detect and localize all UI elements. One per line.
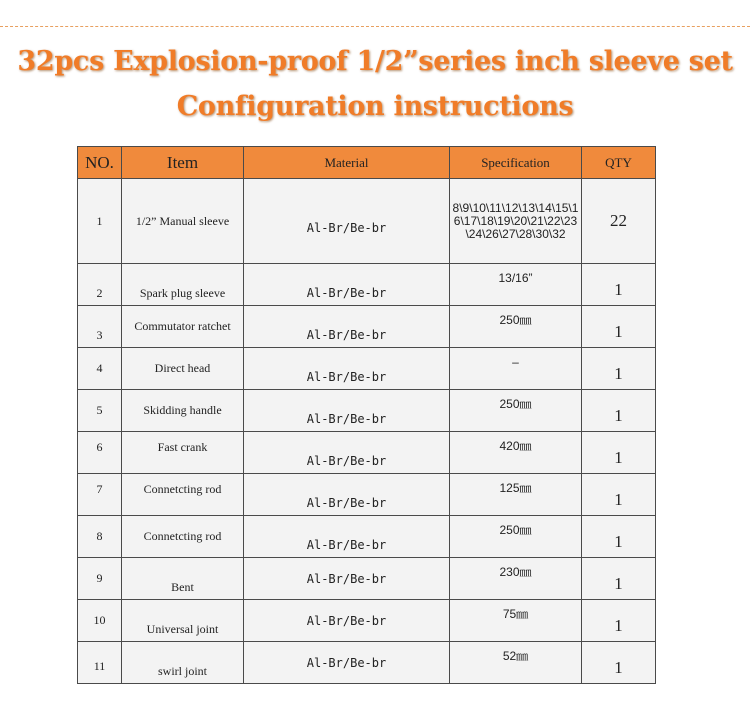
cell-no: 4	[78, 348, 122, 390]
table-row	[78, 600, 656, 642]
cell-no: 3	[78, 306, 122, 348]
cell-no: 9	[78, 558, 122, 600]
cell-specification: 125㎜	[450, 474, 582, 516]
cell-qty: 1	[582, 264, 656, 306]
cell-item: 1/2” Manual sleeve	[122, 179, 244, 264]
cell-qty: 1	[582, 390, 656, 432]
cell-item: Fast crank	[122, 432, 244, 474]
cell-specification: 250㎜	[450, 306, 582, 348]
cell-qty: 1	[582, 516, 656, 558]
cell-material: Al-Br/Be-br	[244, 348, 450, 390]
cell-qty: 1	[582, 642, 656, 684]
cell-specification	[450, 179, 582, 264]
table-row	[78, 516, 656, 558]
cell-no: 1	[78, 179, 122, 264]
cell-specification: 52㎜	[450, 642, 582, 684]
cell-item: Universal joint	[122, 600, 244, 642]
cell-no: 2	[78, 264, 122, 306]
cell-no: 7	[78, 474, 122, 516]
table-row	[78, 432, 656, 474]
header-item: Item	[122, 147, 244, 179]
page-title-line2: Configuration instructions	[176, 91, 574, 122]
table-row	[78, 642, 656, 684]
cell-material: Al-Br/Be-br	[244, 179, 450, 264]
spec-text: 8\9\10\11\12\13\14\15\16\17\18\19\20\21\22\23\24\26\27\28\30\32	[452, 200, 579, 241]
cell-no: 11	[78, 642, 122, 684]
cell-specification: 250㎜	[450, 516, 582, 558]
cell-qty: 1	[582, 474, 656, 516]
table-header-row	[78, 147, 656, 179]
cell-material: Al-Br/Be-br	[244, 390, 450, 432]
cell-material: Al-Br/Be-br	[244, 432, 450, 474]
cell-qty: 1	[582, 558, 656, 600]
cell-item: Commutator ratchet	[122, 306, 244, 348]
cell-specification: 230㎜	[450, 558, 582, 600]
table-row	[78, 474, 656, 516]
cell-material: Al-Br/Be-br	[244, 642, 450, 684]
header-specification: Specification	[450, 147, 582, 179]
cell-specification: 13/16”	[450, 264, 582, 306]
cell-material: Al-Br/Be-br	[244, 558, 450, 600]
cell-item: Direct head	[122, 348, 244, 390]
dashed-separator	[0, 26, 750, 27]
cell-qty: 1	[582, 600, 656, 642]
cell-item: Connetcting rod	[122, 516, 244, 558]
cell-qty: 1	[582, 348, 656, 390]
cell-specification: 420㎜	[450, 432, 582, 474]
page-title-line1: 32pcs Explosion-proof 1/2”series inch sleeve set	[17, 46, 733, 77]
table-row	[78, 264, 656, 306]
cell-material: Al-Br/Be-br	[244, 264, 450, 306]
cell-qty: 1	[582, 432, 656, 474]
header-material: Material	[244, 147, 450, 179]
configuration-table	[77, 146, 656, 684]
cell-specification: 250㎜	[450, 390, 582, 432]
header-no: NO.	[78, 147, 122, 179]
header-qty: QTY	[582, 147, 656, 179]
cell-item: Bent	[122, 558, 244, 600]
table-row	[78, 348, 656, 390]
table-row	[78, 306, 656, 348]
cell-material: Al-Br/Be-br	[244, 600, 450, 642]
cell-item: Connetcting rod	[122, 474, 244, 516]
cell-specification: 75㎜	[450, 600, 582, 642]
cell-no: 8	[78, 516, 122, 558]
table-row	[78, 179, 656, 264]
cell-qty: 22	[582, 179, 656, 264]
cell-no: 5	[78, 390, 122, 432]
cell-material: Al-Br/Be-br	[244, 306, 450, 348]
cell-specification: –	[450, 348, 582, 390]
cell-item: Spark plug sleeve	[122, 264, 244, 306]
cell-material: Al-Br/Be-br	[244, 474, 450, 516]
cell-no: 6	[78, 432, 122, 474]
cell-no: 10	[78, 600, 122, 642]
cell-material: Al-Br/Be-br	[244, 516, 450, 558]
cell-item: Skidding handle	[122, 390, 244, 432]
cell-item: swirl joint	[122, 642, 244, 684]
cell-qty: 1	[582, 306, 656, 348]
table-row	[78, 558, 656, 600]
table-row	[78, 390, 656, 432]
